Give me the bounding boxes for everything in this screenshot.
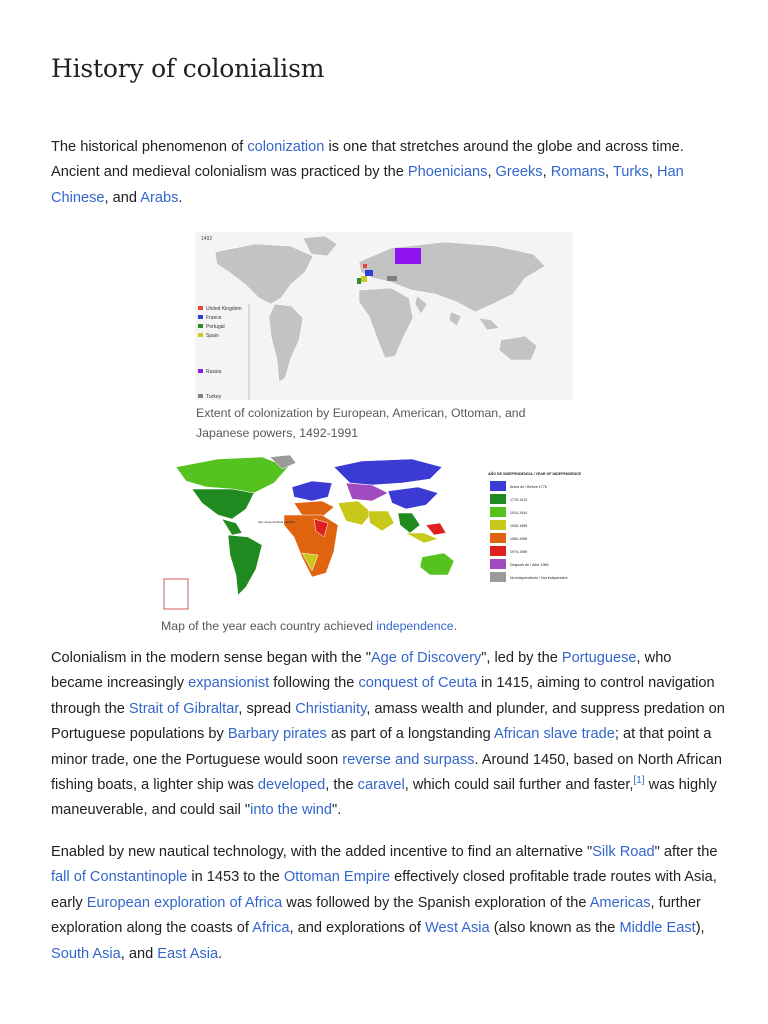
independence-map-image[interactable]	[162, 453, 594, 613]
text: , amass wealth and plunder, and suppress predation on Portuguese populations by	[51, 700, 725, 743]
text: ", led by the	[481, 650, 562, 666]
text: ),	[695, 920, 705, 937]
legend-label: No independiente / Not independent	[510, 576, 568, 580]
map-year-label: 1492	[201, 236, 213, 242]
text: ,	[605, 164, 613, 181]
spain-region	[361, 276, 367, 282]
legend-label: 1960-1969	[510, 537, 528, 541]
link-south-asia[interactable]: South Asia	[51, 945, 121, 962]
text: , further exploration along the coasts of	[51, 894, 701, 937]
link-americas[interactable]: Americas	[589, 894, 651, 911]
link-african-slave-trade[interactable]: African slave trade	[493, 726, 615, 743]
link-portuguese[interactable]: Portuguese	[561, 650, 637, 666]
citation-1[interactable]: [1]	[633, 775, 645, 787]
exploration-paragraph	[51, 840, 727, 967]
link-colonization[interactable]: colonization	[247, 139, 325, 155]
text: as part of a longstanding	[326, 726, 494, 743]
text: .	[218, 945, 223, 962]
text: effectively closed profitable trade routes with Asia, early	[51, 869, 717, 911]
text: was highly maneuverable, and could sail "	[51, 777, 717, 819]
text: in 1453 to the	[187, 869, 284, 886]
legend-swatch	[490, 494, 506, 504]
link-into-the-wind[interactable]: into the wind	[250, 802, 333, 819]
legend-label: 1945-1959	[510, 524, 528, 528]
legend-label: France	[206, 315, 222, 321]
legend-swatch	[490, 546, 506, 556]
text: , and	[120, 945, 158, 962]
legend-label: Portugal	[206, 324, 225, 330]
colonization-map-image[interactable]	[195, 232, 573, 400]
link-conquest-of-ceuta[interactable]: conquest of Ceuta	[358, 675, 477, 692]
text: (also known as the	[489, 920, 620, 937]
legend-swatch	[198, 324, 203, 328]
figure1-caption: Extent of colonization by European, American, Ottoman, and Japanese powers, 1492-1991	[196, 406, 526, 440]
russia-region	[395, 248, 421, 264]
legend-label: Russia	[206, 369, 222, 375]
text: .	[453, 619, 458, 633]
legend-swatch	[490, 507, 506, 517]
legend-swatch	[198, 333, 203, 337]
inset-label: Sáo Jorge da Mina / Elmina	[258, 520, 295, 524]
link-romans[interactable]: Romans	[550, 164, 606, 181]
text: was followed by the Spanish exploration of the	[282, 894, 590, 911]
link-fall-of-constantinople[interactable]: fall of Constantinople	[51, 869, 188, 886]
legend-swatch	[490, 559, 506, 569]
map2-legend-title: AÑO DE INDEPENDENCIA / YEAR OF INDEPENDENCE	[488, 472, 582, 476]
link-caravel[interactable]: caravel	[357, 777, 405, 794]
link-independence[interactable]: independence	[376, 619, 454, 633]
text: . Around 1450, based on North African fishing boats, a lighter ship was	[51, 751, 722, 794]
link-european-exploration-of-africa[interactable]: European exploration of Africa	[86, 894, 283, 911]
text: ,	[648, 164, 657, 181]
legend-swatch	[198, 306, 203, 310]
legend-swatch	[198, 369, 203, 373]
legend-label: 1776-1913	[510, 498, 528, 502]
link-han-chinese[interactable]: Han Chinese	[51, 164, 684, 206]
text: , spread	[238, 700, 296, 717]
text: , and	[104, 189, 141, 206]
link-africa[interactable]: Africa	[252, 920, 290, 937]
legend-label: Después de / After 1989	[510, 563, 549, 567]
text: .	[178, 189, 183, 206]
text: Enabled by new nautical technology, with the added incentive to find an alternative "	[51, 844, 593, 860]
legend-label: Antes de / Before 1776	[510, 485, 547, 489]
figure2-caption	[161, 616, 581, 636]
link-east-asia[interactable]: East Asia	[157, 945, 219, 962]
legend-swatch	[490, 572, 506, 582]
link-age-of-discovery[interactable]: Age of Discovery	[370, 650, 482, 666]
text: following the	[269, 675, 359, 692]
legend-swatch	[490, 481, 506, 491]
text: is one that stretches around the globe and across time. Ancient and medieval colonialism was practiced by the	[51, 139, 684, 181]
link-west-asia[interactable]: West Asia	[425, 920, 490, 937]
text: , and explorations of	[289, 920, 426, 937]
text: , which could sail further and faster,	[404, 777, 634, 794]
text: ,	[487, 164, 496, 181]
legend-swatch	[490, 520, 506, 530]
text: ; at that point a minor trade, one the Portuguese would soon	[51, 726, 712, 768]
legend-swatch	[490, 533, 506, 543]
text: , who became increasingly	[51, 650, 672, 692]
link-middle-east[interactable]: Middle East	[619, 920, 696, 937]
link-greeks[interactable]: Greeks	[495, 164, 543, 181]
map2-legend	[490, 481, 568, 582]
link-turks[interactable]: Turks	[612, 164, 649, 181]
text: in 1415, aiming to control navigation through the	[51, 675, 715, 717]
independence-landmasses	[176, 455, 454, 595]
link-arabs[interactable]: Arabs	[140, 189, 179, 206]
link-strait-of-gibraltar[interactable]: Strait of Gibraltar	[128, 700, 239, 717]
france-region	[365, 270, 373, 276]
text: ".	[332, 802, 342, 819]
text: ,	[542, 164, 551, 181]
elmina-inset-box	[164, 579, 188, 609]
legend-label: 1914-1944	[510, 511, 528, 515]
turkey-region	[387, 276, 397, 281]
legend-label: Turkey	[206, 394, 222, 400]
page-title: History of colonialism	[51, 54, 325, 83]
link-ottoman-empire[interactable]: Ottoman Empire	[283, 869, 391, 886]
legend-swatch	[198, 394, 203, 398]
text: , the	[325, 777, 358, 794]
link-phoenicians[interactable]: Phoenicians	[407, 164, 488, 181]
link-expansionist[interactable]: expansionist	[188, 675, 270, 692]
uk-region	[363, 264, 367, 268]
legend-label: United Kingdom	[206, 306, 242, 312]
legend-label: Spain	[206, 333, 219, 339]
legend-label: 1970-1989	[510, 550, 528, 554]
text: The historical phenomenon of	[51, 139, 248, 155]
text: " after the	[654, 844, 718, 860]
age-of-discovery-paragraph	[51, 646, 727, 824]
legend-swatch	[198, 315, 203, 319]
text: Colonialism in the modern sense began with the "	[51, 650, 371, 666]
text: Map of the year each country achieved	[161, 619, 377, 633]
portugal-region	[357, 278, 361, 284]
link-silk-road[interactable]: Silk Road	[592, 844, 655, 860]
link-developed[interactable]: developed	[257, 777, 326, 794]
link-reverse-and-surpass[interactable]: reverse and surpass	[342, 751, 475, 768]
link-christianity[interactable]: Christianity	[295, 700, 367, 717]
link-barbary-pirates[interactable]: Barbary pirates	[227, 726, 327, 743]
intro-paragraph	[51, 135, 727, 211]
